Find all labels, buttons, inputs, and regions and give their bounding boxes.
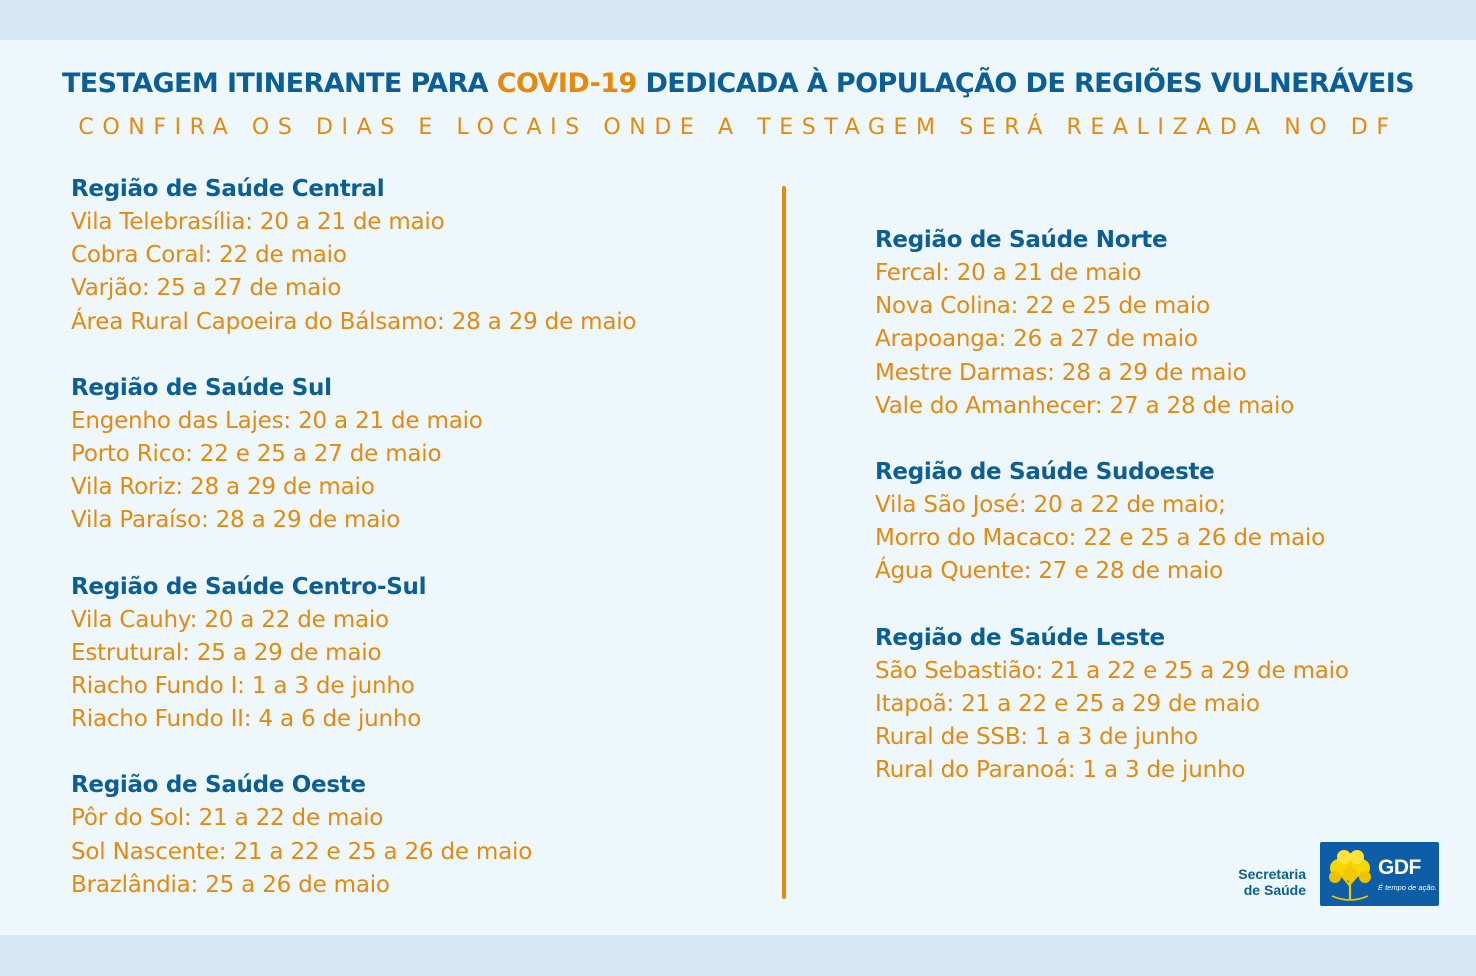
title-part-2: DEDICADA À POPULAÇÃO DE REGIÕES VULNERÁVEIS bbox=[645, 68, 1415, 99]
secretaria-de-saude-label bbox=[1190, 866, 1306, 898]
location-item: Vila Paraíso: 28 a 29 de maio bbox=[71, 507, 401, 534]
region-title: Região de Saúde Leste bbox=[875, 624, 1165, 651]
gdf-logo bbox=[1320, 842, 1439, 906]
region-block bbox=[875, 224, 1465, 423]
location-item: Pôr do Sol: 21 a 22 de maio bbox=[71, 805, 384, 832]
location-item: Itapoã: 21 a 22 e 25 a 29 de maio bbox=[875, 690, 1260, 717]
location-item: Vila Cauhy: 20 a 22 de maio bbox=[71, 606, 389, 633]
location-item: Vila São José: 20 a 22 de maio; bbox=[875, 492, 1226, 519]
location-item: Área Rural Capoeira do Bálsamo: 28 a 29 de maio bbox=[71, 308, 637, 335]
location-item: Mestre Darmas: 28 a 29 de maio bbox=[875, 359, 1247, 386]
location-item: Brazlândia: 25 a 26 de maio bbox=[71, 871, 390, 898]
right-column bbox=[875, 224, 1465, 820]
page-title bbox=[0, 68, 1476, 99]
location-item: Rural de SSB: 1 a 3 de junho bbox=[875, 724, 1198, 751]
region-block bbox=[71, 372, 761, 538]
region-block bbox=[71, 571, 761, 737]
region-title: Região de Saúde Norte bbox=[875, 227, 1168, 253]
ipe-tree-icon bbox=[1324, 846, 1376, 902]
page-subtitle: CONFIRA OS DIAS E LOCAIS ONDE A TESTAGEM SERÁ REALIZADA NO DF bbox=[78, 115, 1398, 140]
region-block bbox=[875, 622, 1465, 788]
location-item: Água Quente: 27 e 28 de maio bbox=[875, 558, 1223, 585]
region-title: Região de Saúde Sudoeste bbox=[875, 459, 1215, 486]
region-block bbox=[71, 769, 761, 902]
location-item: Estrutural: 25 a 29 de maio bbox=[71, 639, 382, 666]
location-item: Vila Telebrasília: 20 a 21 de maio bbox=[71, 209, 445, 235]
left-column bbox=[71, 173, 761, 935]
location-item: Riacho Fundo I: 1 a 3 de junho bbox=[71, 673, 415, 700]
location-item: Nova Colina: 22 e 25 de maio bbox=[875, 293, 1210, 320]
secretaria-line-2: de Saúde bbox=[1243, 882, 1306, 898]
region-block bbox=[875, 456, 1465, 589]
region-title: Região de Saúde Central bbox=[71, 176, 385, 202]
region-title: Região de Saúde Sul bbox=[71, 374, 332, 401]
title-part-1: TESTAGEM ITINERANTE PARA bbox=[61, 68, 488, 99]
gdf-name: GDF bbox=[1378, 856, 1421, 879]
location-item: Arapoanga: 26 a 27 de maio bbox=[875, 326, 1198, 353]
location-item: Riacho Fundo II: 4 a 6 de junho bbox=[71, 706, 422, 733]
location-item: Porto Rico: 22 e 25 a 27 de maio bbox=[71, 441, 442, 468]
column-divider bbox=[782, 186, 786, 899]
region-block bbox=[71, 173, 761, 339]
secretaria-line-1: Secretaria bbox=[1238, 866, 1306, 882]
location-item: Vale do Amanhecer: 27 a 28 de maio bbox=[875, 392, 1295, 419]
location-item: Fercal: 20 a 21 de maio bbox=[875, 260, 1142, 286]
location-item: Morro do Macaco: 22 e 25 a 26 de maio bbox=[875, 525, 1325, 552]
location-item: Engenho das Lajes: 20 a 21 de maio bbox=[71, 407, 483, 434]
location-item: Vila Roriz: 28 a 29 de maio bbox=[71, 474, 375, 501]
location-item: Rural do Paranoá: 1 a 3 de junho bbox=[875, 757, 1246, 784]
region-title: Região de Saúde Centro-Sul bbox=[71, 573, 427, 600]
bottom-band bbox=[0, 935, 1476, 976]
location-item: Sol Nascente: 21 a 22 e 25 a 26 de maio bbox=[71, 838, 533, 865]
top-band bbox=[0, 0, 1476, 40]
gdf-slogan: É tempo de ação. bbox=[1378, 883, 1437, 892]
title-highlight: COVID-19 bbox=[496, 68, 637, 99]
location-item: Cobra Coral: 22 de maio bbox=[71, 242, 347, 269]
location-item: Varjão: 25 a 27 de maio bbox=[71, 275, 342, 302]
region-title: Região de Saúde Oeste bbox=[71, 772, 366, 799]
location-item: São Sebastião: 21 a 22 e 25 a 29 de maio bbox=[875, 657, 1349, 684]
